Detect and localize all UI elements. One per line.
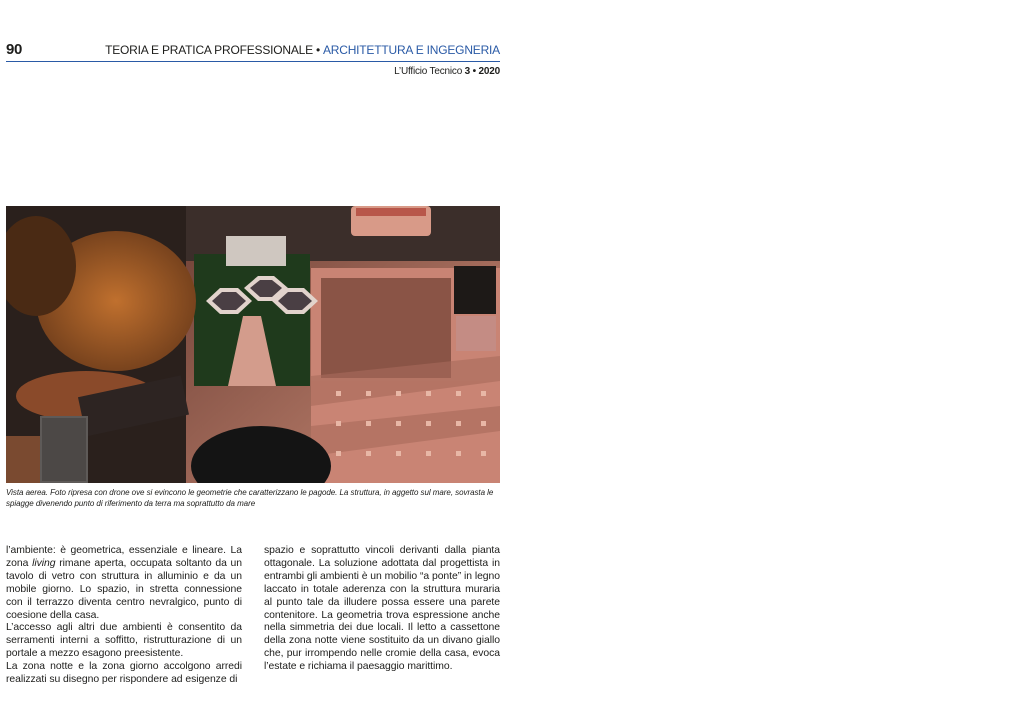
page-number: 90 bbox=[6, 41, 23, 58]
text-column-right bbox=[264, 545, 500, 674]
section-title: TEORIA E PRATICA PROFESSIONALE bbox=[105, 43, 313, 57]
running-head bbox=[105, 43, 500, 57]
issue-line bbox=[394, 66, 500, 77]
issue-number: 3 bbox=[464, 66, 471, 77]
aerial-photo-illustration bbox=[6, 206, 500, 483]
paragraph: L’accesso agli altri due ambienti è consentito da serramenti interni a soffitto, ristrutturazione di un portale a mezzo esagono preesistente. bbox=[6, 622, 242, 660]
text-span: l’ambiente: è geometrica, essenziale e lineare. La zona bbox=[6, 545, 242, 569]
journal-name: L’Ufficio Tecnico bbox=[394, 66, 463, 77]
category-title: ARCHITETTURA E INGEGNERIA bbox=[322, 43, 500, 57]
figure-caption: Vista aerea. Foto ripresa con drone ove si evincono le geometrie che caratterizzano le pagode. La struttura, in aggetto sul mare, sovrasta le spiagge divenendo punto di riferimento da terra ma soprattutto da mare bbox=[6, 488, 494, 508]
text-column-left bbox=[6, 545, 242, 687]
issue-bullet: • bbox=[472, 66, 476, 77]
issue-year: 2020 bbox=[478, 66, 500, 77]
text-span: rimane aperta, occupata soltanto da un tavolo di vetro con struttura in alluminio e da un mobile giorno. Lo spazio, in stretta connessione con il terrazzo diventa centro nevralgico, punto di coesione della casa. bbox=[6, 557, 242, 621]
paragraph: spazio e soprattutto vincoli derivanti dalla pianta ottagonale. La soluzione adottata dal progettista in entrambi gli ambienti è un mobilio “a ponte” in legno laccato in totale aderenza con la struttura muraria al punto tale da illudere possa essere una parete contenitore. La geometria trova espressione anche nella simmetria dei due locali. Il letto a cassettone della zona notte viene sostituito da un divano giallo che, pur irrompendo nelle cromie della casa, evoca l’estate e richiama il paesaggio marittimo. bbox=[264, 545, 500, 673]
paragraph bbox=[6, 545, 242, 622]
header-rule bbox=[6, 61, 500, 62]
aerial-photo bbox=[6, 206, 500, 483]
header-bullet: • bbox=[315, 43, 320, 57]
paragraph: La zona notte e la zona giorno accolgono arredi realizzati su disegno per rispondere ad esigenze di bbox=[6, 661, 242, 686]
italic-term: living bbox=[32, 557, 56, 569]
